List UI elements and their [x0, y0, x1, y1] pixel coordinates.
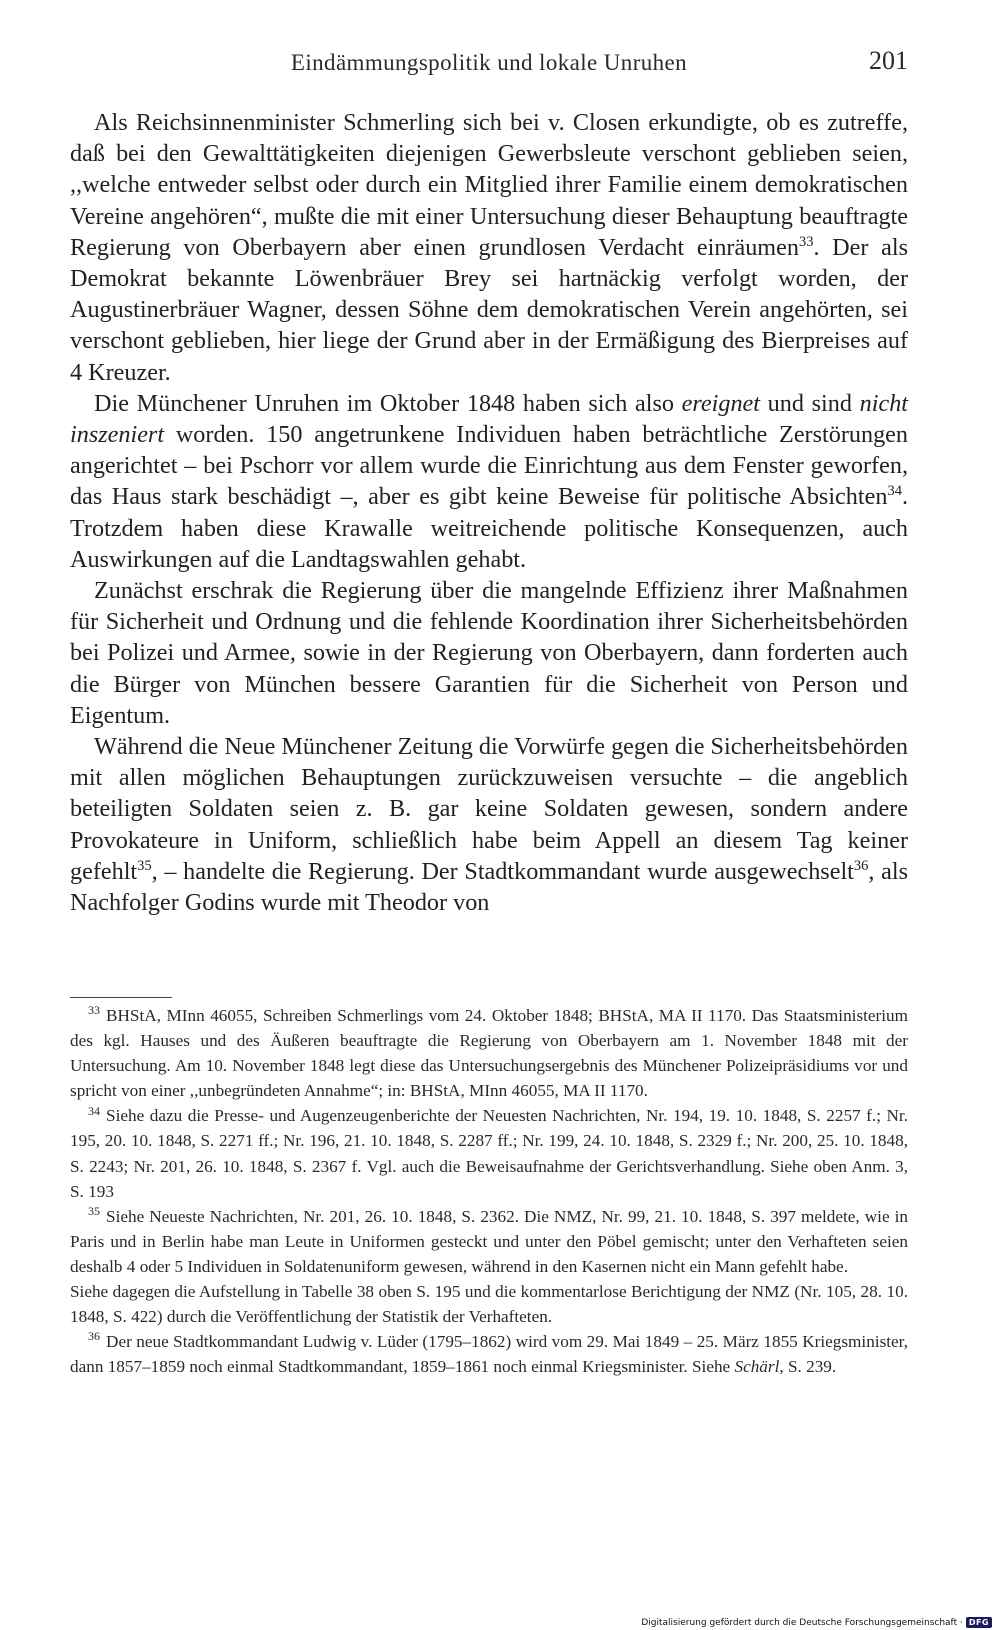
footnote-ref-33[interactable]: 33 — [798, 233, 814, 250]
page-number: 201 — [869, 46, 908, 75]
footnote-33: $^{33}$ BHStA, MInn 46055, Schreiben Schmerlings vom 24. Oktober 1848; BHStA, MA II 1170. Das Staatsministerium des kgl. Hauses und des Äußeren beauftragte die Regierung von Oberbayern am 1. November 1848 mit der Untersuchung. Am 10. November 1848 legt diese das Untersuchungsergebnis des Münchener Polizeipräsidiums vor und spricht von einer ,,unbegründeten Annahme“; in: BHStA, MInn 46055, MA II 1170. — [70, 1003, 908, 1101]
main-text — [70, 107, 908, 918]
footnote-ref-34[interactable]: 34 — [887, 483, 902, 500]
dfg-notice-text: Digitalisierung gefördert durch die Deutsche Forschungsgemeinschaft · — [641, 1617, 963, 1628]
footnote-ref-35[interactable]: 35 — [137, 857, 152, 874]
footnote-35-continuation: Siehe dagegen die Aufstellung in Tabelle 38 oben S. 195 und die kommentarlose Berichtigung der NMZ (Nr. 105, 28. 10. 1848, S. 422) durch die Veröffentlichung der Statistik der Verhafteten. — [70, 1282, 908, 1327]
paragraph-2: Die Münchener Unruhen im Oktober 1848 haben sich also ereignet und sind nicht inszeniert worden. 150 angetrunkene Individuen haben beträchtliche Zerstörungen angerichtet – bei Pschorr vor allem wurde die Einrichtung aus dem Fenster geworfen, das Haus stark beschädigt –, aber es gibt keine Beweise für politische Absichten$^{34}$. Trotzdem haben diese Krawalle weitreichende politische Konsequenzen, auch Auswirkungen auf die Landtagswahlen gehabt. — [70, 389, 909, 573]
footnote-34: $^{34}$ Siehe dazu die Presse- und Augenzeugenberichte der Neuesten Nachrichten, Nr. 194, 19. 10. 1848, S. 2257 f.; Nr. 195, 20. 10. 1848, S. 2271 ff.; Nr. 196, 21. 10. 1848, S. 2287 ff.; Nr. 199, 24. 10. 1848, S. 2329 f.; Nr. 200, 25. 10. 1848, S. 2243; Nr. 201, 26. 10. 1848, S. 2367 f. Vgl. auch die Beweisaufnahme der Gerichtsverhandlung. Siehe oben Anm. 3, S. 193 — [70, 1103, 908, 1201]
running-title: Eindämmungspolitik und lokale Unruhen — [290, 50, 688, 75]
footnotes — [70, 1003, 908, 1379]
paragraph-1: Als Reichsinnenminister Schmerling sich bei v. Closen erkundigte, ob es zutreffe, daß bei den Gewalttätigkeiten diejenigen Gewerbsleute verschont geblieben seien, ,,welche entweder selbst oder durch ein Mitglied ihrer Familie einem demokratischen Vereine angehören“, mußte die mit einer Untersuchung dieser Behauptung beauftragte Regierung von Oberbayern aber einen grundlosen Verdacht einräumen$^{33}$. Der als Demokrat bekannte Löwenbräuer Brey sei hartnäckig verfolgt worden, der Augustinerbräuer Wagner, dessen Söhne dem demokratischen Verein angehörten, sei verschont geblieben, hier liege der Grund aber in der Ermäßigung des Bierpreises auf 4 Kreuzer. — [70, 109, 908, 386]
paragraph-3: Zunächst erschrak die Regierung über die mangelnde Effizienz ihrer Maßnahmen für Sicherheit und Ordnung und die fehlende Koordination ihrer Sicherheitsbehörden bei Polizei und Armee, sowie in der Regierung von Oberbayern, dann forderten auch die Bürger von München bessere Garantien für die Sicherheit von Person und Eigentum. — [70, 577, 908, 729]
dfg-logo-icon: DFG — [966, 1617, 992, 1628]
dfg-funding-notice — [641, 1617, 992, 1628]
footnote-divider — [70, 997, 172, 998]
footnote-35: $^{35}$ Siehe Neueste Nachrichten, Nr. 201, 26. 10. 1848, S. 2362. Die NMZ, Nr. 99, 21. 10. 1848, S. 397 meldete, wie in Paris und in Berlin habe man Leute in Uniformen gesteckt und unter den Pöbel gemischt; unter den Verhafteten seien deshalb 4 oder 5 Individuen in Soldatenuniform gewesen, während in den Kasernen nicht ein Mann gefehlt habe. — [70, 1204, 908, 1276]
footnote-ref-36[interactable]: 36 — [853, 857, 869, 874]
running-header — [70, 46, 908, 82]
paragraph-4: Während die Neue Münchener Zeitung die Vorwürfe gegen die Sicherheitsbehörden mit allen möglichen Behauptungen zurückzuweisen versuchte – die angeblich beteiligten Soldaten seien z. B. gar keine Soldaten gewesen, sondern andere Provokateure in Uniform, schließlich habe beim Appell an diesem Tag keiner gefehlt$^{35}$, – handelte die Regierung. Der Stadtkommandant wurde ausgewechselt$^{36}$, als Nachfolger Godins wurde mit Theodor von — [70, 733, 908, 917]
footnote-36: $^{36}$ Der neue Stadtkommandant Ludwig v. Lüder (1795–1862) wird vom 29. Mai 1849 – 25. März 1855 Kriegsminister, dann 1857–1859 noch einmal Stadtkommandant, 1859–1861 noch einmal Kriegsminister. Siehe Schärl, S. 239. — [70, 1329, 908, 1377]
